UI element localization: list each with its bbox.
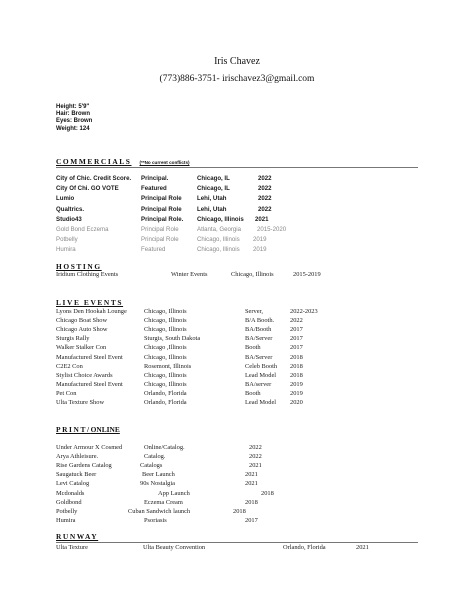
table-cell: Lead Model: [245, 399, 277, 406]
stat-line: Eyes: Brown: [56, 118, 93, 125]
table-row: [0, 206, 474, 215]
table-row: [0, 354, 474, 363]
table-cell: Principal Role: [141, 205, 182, 213]
section-title-hosting: HOSTING: [56, 262, 102, 271]
table-row: [0, 271, 474, 280]
table-cell: City of Chic. Credit Score.: [56, 175, 132, 182]
table-cell: Rise Gardens Catalog: [56, 462, 112, 470]
table-cell: B/A Booth.: [245, 317, 275, 325]
table-cell: Stylist Choice Awards: [56, 371, 113, 379]
table-row: [0, 508, 474, 517]
table-cell: Server,: [245, 308, 264, 315]
table-cell: 2017: [290, 335, 303, 343]
table-cell: C2E2 Con: [56, 362, 83, 370]
table-cell: Atlanta, Georgia: [197, 226, 242, 233]
table-cell: Booth: [245, 344, 261, 352]
table-cell: 2022: [258, 195, 272, 203]
table-cell: Catalogs: [140, 462, 163, 470]
contact-info: (773)886-3751- irischavez3@gmail.com: [159, 74, 315, 84]
table-cell: Arya Athleisure.: [56, 453, 99, 461]
table-cell: Principal.: [141, 175, 169, 182]
table-cell: Chicago Auto Show: [56, 326, 108, 334]
table-cell: Orlando, Florida: [144, 389, 187, 397]
table-cell: 2021: [245, 471, 258, 479]
table-cell: Chicago, IL: [197, 175, 230, 182]
table-cell: Ulta Texture: [56, 544, 88, 551]
table-cell: 2020: [290, 399, 303, 406]
table-cell: Humira: [56, 516, 76, 524]
table-row: [0, 444, 474, 453]
table-cell: Chicago, Illinois: [144, 326, 187, 334]
table-cell: Catalog.: [144, 453, 166, 461]
table-cell: 2018: [233, 507, 246, 515]
table-row: [0, 499, 474, 508]
table-cell: Ulta Beauty Convention: [143, 544, 206, 551]
table-row: [0, 195, 474, 204]
table-cell: Mcdonalds: [56, 489, 85, 497]
table-cell: 2022: [258, 175, 272, 182]
table-row: [0, 216, 474, 225]
table-cell: Potbelly: [56, 507, 78, 515]
table-cell: Chicago, Illinois: [144, 353, 187, 361]
table-cell: Chicago, Illinois: [144, 380, 187, 388]
table-cell: 2018: [290, 362, 303, 370]
table-cell: 2022: [249, 444, 262, 451]
table-cell: Chicago, Illinois: [197, 236, 240, 244]
table-cell: Celeb Booth: [245, 362, 278, 370]
table-row: [0, 246, 474, 255]
table-cell: Under Armour X Cosmed: [56, 444, 123, 451]
table-cell: Chicago Boat Show: [56, 317, 108, 325]
stat-line: Height: 5'9": [56, 104, 90, 110]
candidate-name: Iris Chavez: [214, 56, 260, 67]
table-cell: Studio43: [56, 215, 82, 223]
table-cell: 2021: [245, 480, 258, 488]
table-cell: 2015-2019: [293, 271, 321, 278]
table-cell: 2018: [245, 498, 258, 506]
table-cell: Chicago, Illinois: [144, 371, 187, 379]
table-row: [0, 308, 474, 317]
table-cell: Orlando, Florida: [283, 544, 326, 551]
table-cell: 2017: [290, 344, 303, 352]
table-cell: BA/server: [245, 380, 272, 388]
table-cell: Sturgis, South Dakota: [144, 335, 201, 343]
table-cell: Manufactured Steel Event: [56, 380, 123, 388]
table-cell: Lumio: [56, 195, 75, 203]
table-cell: Featured: [141, 246, 166, 254]
table-cell: 2022: [258, 185, 272, 193]
table-cell: Potbelly: [56, 236, 78, 244]
table-cell: 2021: [356, 544, 369, 551]
table-row: [0, 453, 474, 462]
table-cell: Lead Model: [245, 371, 277, 379]
table-cell: 2018: [290, 371, 303, 379]
table-cell: 2018: [261, 489, 274, 497]
table-row: [0, 381, 474, 390]
table-cell: Chicago, Illinois: [197, 215, 244, 223]
table-cell: Principal Role.: [141, 215, 184, 223]
table-cell: 2019: [253, 246, 267, 254]
table-cell: Manufactured Steel Event: [56, 353, 123, 361]
table-cell: Ulta Texture Show: [56, 399, 105, 406]
table-cell: Psoriasis: [144, 516, 167, 524]
table-row: [0, 480, 474, 489]
table-cell: Sturgis Rally: [56, 335, 90, 343]
table-cell: 2022: [249, 453, 262, 461]
table-cell: 2015-2020: [257, 226, 287, 233]
table-cell: 2022: [258, 205, 272, 213]
table-cell: Levi Catalog: [56, 480, 90, 488]
table-cell: BA/Server: [245, 335, 273, 343]
table-cell: BA/Booth: [245, 326, 272, 334]
table-row: [0, 462, 474, 471]
table-row: [0, 390, 474, 399]
table-row: [0, 185, 474, 194]
table-cell: 2022: [290, 317, 303, 325]
table-row: [0, 544, 474, 553]
table-row: [0, 326, 474, 335]
table-row: [0, 471, 474, 480]
section-divider: [56, 167, 418, 168]
table-cell: 2019: [290, 380, 303, 388]
table-cell: 90s Nostalgia: [140, 480, 175, 488]
table-cell: Goldbond: [56, 498, 82, 506]
table-cell: Rosemont, Illinois: [144, 362, 192, 370]
table-cell: Chicago, Illinois: [197, 246, 240, 254]
table-cell: Orlando, Florida: [144, 399, 187, 406]
table-cell: Cuban Sandwich launch: [128, 507, 191, 515]
table-cell: Humira: [56, 246, 76, 254]
table-cell: 2017: [290, 326, 303, 334]
table-cell: Chicago, Illinois: [144, 308, 187, 315]
table-cell: Booth: [245, 389, 261, 397]
section-title-runway: RUNWAY: [56, 532, 99, 541]
section-title-live-events: LIVE EVENTS: [56, 298, 124, 307]
section-title-print-online: PRINT/ONLINE: [56, 425, 120, 434]
table-row: [0, 344, 474, 353]
table-cell: Chicago, Illinois: [144, 317, 187, 325]
table-cell: Lehi, Utah: [197, 195, 227, 203]
table-cell: Walker Stalker Con: [56, 344, 107, 352]
commercials-note: (**No current conflicts): [139, 160, 190, 165]
table-cell: Chicago ,Illinois: [144, 344, 187, 352]
table-cell: Principal Role: [141, 226, 179, 233]
table-row: [0, 236, 474, 245]
table-cell: Qualtrics.: [56, 205, 85, 213]
section-divider: [56, 542, 418, 543]
table-cell: 2019: [253, 236, 267, 244]
table-row: [0, 490, 474, 499]
table-cell: Lyons Den Hookah Lounge: [56, 308, 127, 315]
table-row: [0, 335, 474, 344]
table-cell: Iridium Clothing Events: [56, 271, 119, 278]
table-cell: 2021: [249, 462, 262, 470]
table-cell: Lehi, Utah: [197, 205, 227, 213]
table-cell: 2022-2023: [290, 308, 318, 315]
table-cell: 2021: [255, 215, 269, 223]
table-cell: 2017: [245, 516, 258, 524]
table-cell: Eczema Cream: [144, 498, 183, 506]
table-cell: Beer Launch: [142, 471, 175, 479]
table-cell: Principal Role: [141, 195, 182, 203]
table-cell: Pet Con: [56, 389, 77, 397]
table-cell: App Launch: [158, 489, 190, 497]
table-cell: 2019: [290, 389, 303, 397]
table-cell: Principal Role: [141, 236, 179, 244]
table-cell: Gold Bond Eczema: [56, 226, 109, 233]
table-row: [0, 399, 474, 408]
table-cell: 2018: [290, 353, 303, 361]
table-row: [0, 517, 474, 526]
table-row: [0, 226, 474, 235]
table-cell: City Of Chi. GO VOTE: [56, 185, 119, 193]
table-cell: Online/Catalog.: [144, 444, 185, 451]
table-cell: Chicago, IL: [197, 185, 230, 193]
table-row: [0, 363, 474, 372]
table-row: [0, 175, 474, 184]
stat-line: Hair: Brown: [56, 111, 91, 118]
table-row: [0, 372, 474, 381]
table-row: [0, 317, 474, 326]
table-cell: Winter Events: [171, 271, 208, 278]
section-title-commercials: COMMERCIALS (**No current conflicts): [56, 157, 190, 166]
table-cell: BA/Server: [245, 353, 273, 361]
stat-line: Weight: 124: [56, 125, 90, 132]
table-cell: Chicago, Illinois: [231, 271, 274, 278]
table-cell: Saugatuck Beer: [56, 471, 97, 479]
table-cell: Featured: [141, 185, 167, 193]
